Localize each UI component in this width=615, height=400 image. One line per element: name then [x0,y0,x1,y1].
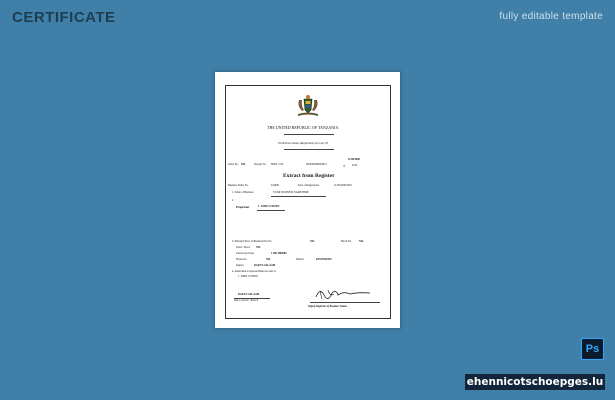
item2-label: 2. [232,199,234,202]
registration-date-value: 21/08/2008/2019 [334,184,352,187]
signature-mark [314,285,374,301]
issue-date: 21/08/2008 [348,158,360,161]
region-value: DAR ES SALAAM [254,264,276,267]
business-name-underline [271,196,326,197]
business-name-no-label: Business Name No. [228,184,249,187]
photoshop-icon: Ps [581,338,604,360]
certificate-border [225,85,391,319]
district-label: District [296,258,304,261]
proprietor-underline [257,210,285,211]
house-label: House No. [236,258,248,261]
signature-line [310,302,380,303]
act-divider [284,149,334,150]
page-title: CERTIFICATE [12,9,116,26]
title-divider [284,134,334,135]
reference-value: 0000000000000072 [306,163,327,166]
street-label: Street / Road [236,246,250,249]
coat-of-arms-icon [293,92,323,118]
certificate-republic-title: THE UNITED REPUBLIC OF TANZANIA [267,125,339,130]
item1-label: 1. Name of Business [232,191,254,194]
proprietor-value: 1. JOHN CITIZEN [258,205,280,208]
block-value: NIL [359,240,364,243]
registration-date-label: Date of Registration [298,184,320,187]
proprietor-label: Proprietor [236,205,250,209]
extract-heading: Extract from Register [283,173,335,179]
of-label: of [343,165,346,168]
serial-value: NIL [241,163,246,166]
area-label: Unsurveyed Area [236,252,255,255]
item4-label: 4. Authorized to Operate Bank Account s/c [232,270,277,273]
receipt-label: Receipt No. [254,163,267,166]
signatory-title: Deputy Registrar of Business Names [308,305,348,308]
district-value: KINONDONI [316,258,332,261]
item3-label: 3. Principal Place of Business Plot No. [232,240,273,243]
business-name-value: YOUR BUSINESS NAME HERE [273,191,309,194]
serial-label: Serial No. [228,163,239,166]
plot-value: NIL [310,240,315,243]
area-value: 1 000 M00000 [271,252,287,255]
place-of-issue-value: DAR ES SALAAM [238,293,260,296]
business-name-no-value: 442090 [271,184,279,187]
region-label: Region [236,264,244,267]
page-subtitle: fully editable template [499,11,603,22]
place-of-issue-label: Place of Issue / Branch [234,299,259,302]
house-value: NIL [266,258,271,261]
receipt-value: M000 • 01F [271,163,284,166]
block-label: Block No. [341,240,352,243]
street-value: NIL [256,246,261,249]
issue-year: 2019 [352,164,358,167]
website-watermark: ehennicotschoepges.lu [466,376,604,388]
bank-authorized-value: 1. JOHN CITIZEN [238,275,258,278]
certificate-preview [215,72,400,328]
certificate-act: The Business Names (Registration) Act Cap 213 [278,142,329,145]
